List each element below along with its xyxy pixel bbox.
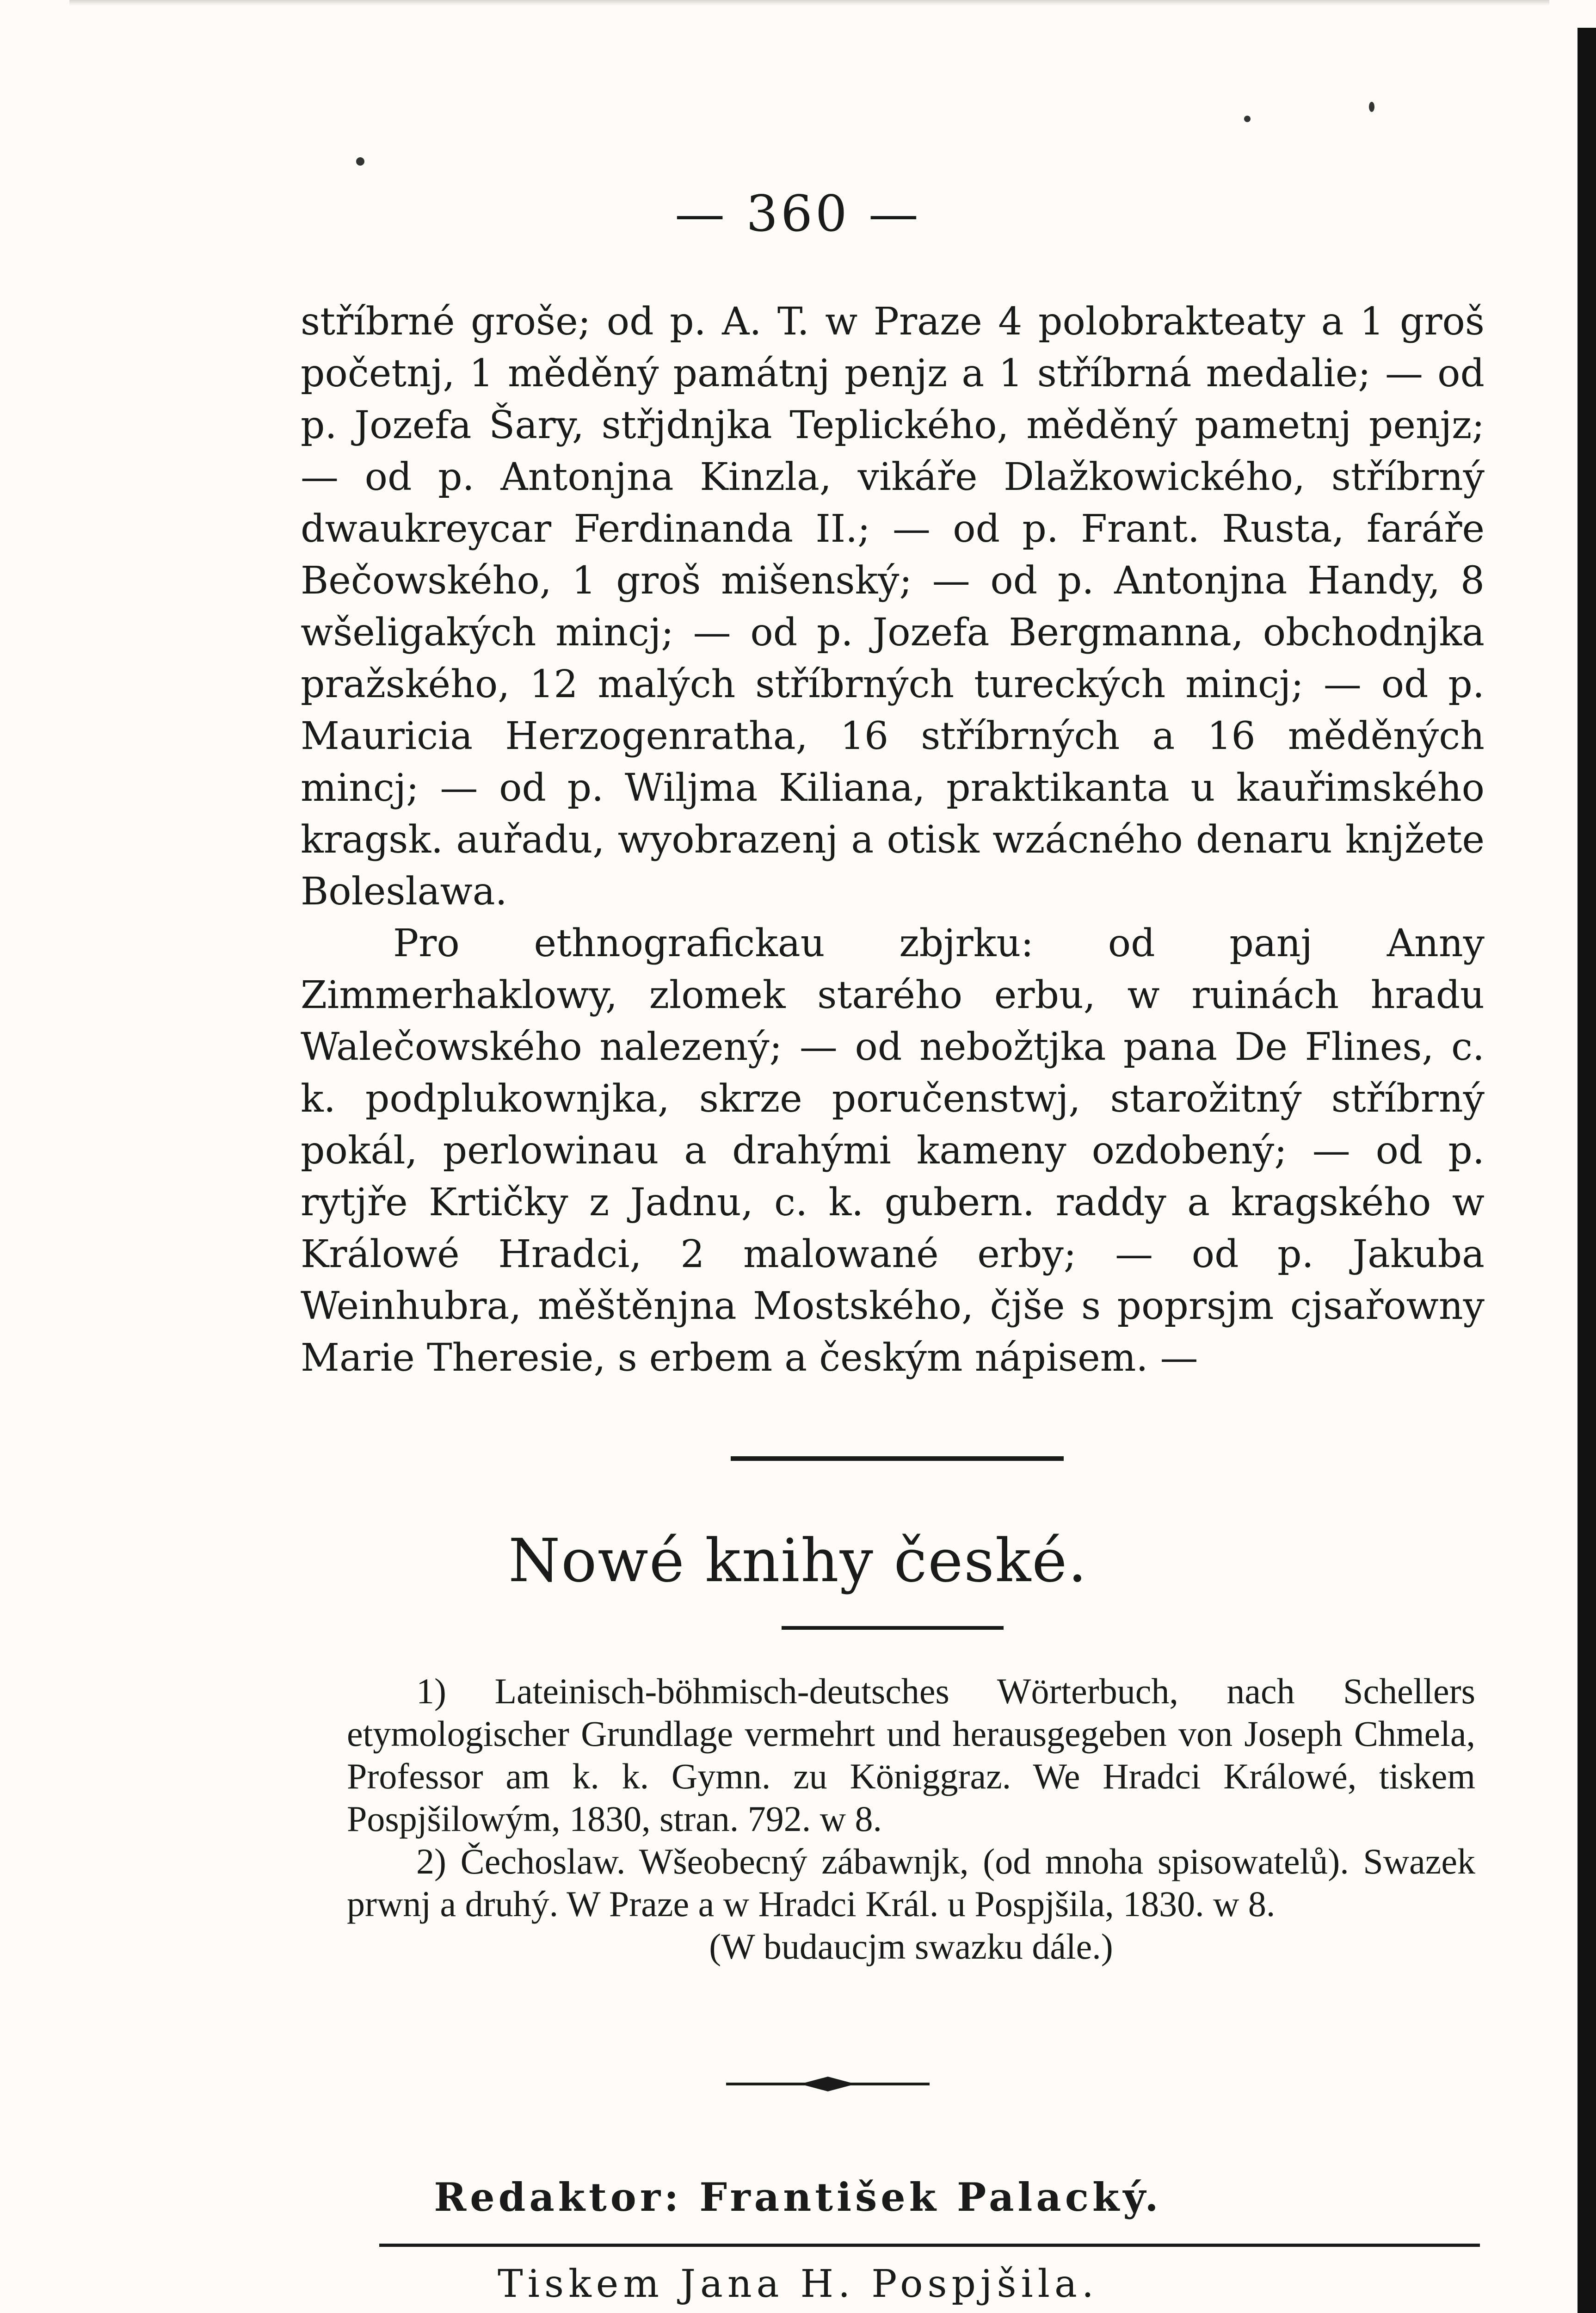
page-top-edge bbox=[69, 0, 1549, 6]
ink-speck bbox=[356, 157, 364, 166]
page-number: — 360 — bbox=[675, 185, 921, 243]
title-underline bbox=[782, 1626, 1004, 1630]
donations-paragraph-2: Pro ethnografickau zbjrku: od panj Anny Zimmerhaklowy, zlomek starého erbu, w ruinách hradu Walečowského nalezený; — od nebožtjka pana De Flines, c. k. podplukownjka, skrze poručenstwj, starožitný stříbrný pokál, perlowinau a drahými kameny ozdobený; — od p. rytjře Krtičky z Jadnu, c. k. gubern. raddy a kragského w Králowé Hradci, 2 malowané erby; — od p. Jakuba Weinhubra, měštěnjna Mostského, čjše s poprsjm cjsařowny Marie Theresie, s erbem a českým nápisem. — bbox=[301, 921, 1485, 1380]
section-divider bbox=[731, 1456, 1064, 1461]
book-entry-1: 1) Lateinisch-böhmisch-deutsches Wörterbuch, nach Schellers etymologischer Grundlage vermehrt und herausgegeben von Joseph Chmela, Professor am k. k. Gymn. zu Königgraz. We Hradci Králowé, tiskem Pospjšilowým, 1830, stran. 792. w 8. bbox=[347, 1671, 1475, 1839]
ornament-divider bbox=[726, 2075, 930, 2093]
book-entry-2: 2) Čechoslaw. Wšeobecný zábawnjk, (od mnoha spisowatelů). Swazek prwnj a druhý. W Praze a w Hradci Král. u Pospjšila, 1830. w 8. bbox=[347, 1841, 1475, 1924]
ink-speck bbox=[1369, 102, 1374, 112]
editor-label: Redaktor: bbox=[434, 2174, 683, 2220]
editor-name: František Palacký. bbox=[699, 2174, 1162, 2220]
printer-rule-top bbox=[379, 2244, 1480, 2247]
ink-speck bbox=[1244, 116, 1251, 122]
continue-note: (W budaucjm swazku dále.) bbox=[709, 1926, 1113, 1967]
donations-paragraph-1: stříbrné groše; od p. A. T. w Praze 4 polobrakteaty a 1 groš početnj, 1 měděný památnj penjz a 1 stříbrná medalie; — od p. Jozefa Šary, střjdnjka Teplického, měděný pametnj penjz; — od p. Antonjna Kinzla, vikáře Dlažkowického, stříbrný dwaukreycar Ferdinanda II.; — od p. Frant. Rusta, faráře Bečowského, 1 groš mišenský; — od p. Antonjna Handy, 8 wšeligakých mincj; — od p. Jozefa Bergmanna, obchodnjka pražského, 12 malých stříbrných tureckých mincj; — od p. Mauricia Herzogenratha, 16 stříbrných a 16 měděných mincj; — od p. Wiljma Kiliana, praktikanta u kauřimského kragsk. auřadu, wyobrazenj a otisk wzácného denaru knjžete Boleslawa. bbox=[301, 300, 1485, 914]
new-books-list bbox=[347, 1670, 1475, 1968]
page-right-edge bbox=[1578, 28, 1596, 2313]
donations-text bbox=[301, 296, 1485, 1384]
editor-line bbox=[0, 2174, 1596, 2220]
printer-line: Tiskem Jana H. Pospjšila. bbox=[498, 2262, 1098, 2306]
section-title: Nowé knihy české. bbox=[508, 1527, 1088, 1596]
